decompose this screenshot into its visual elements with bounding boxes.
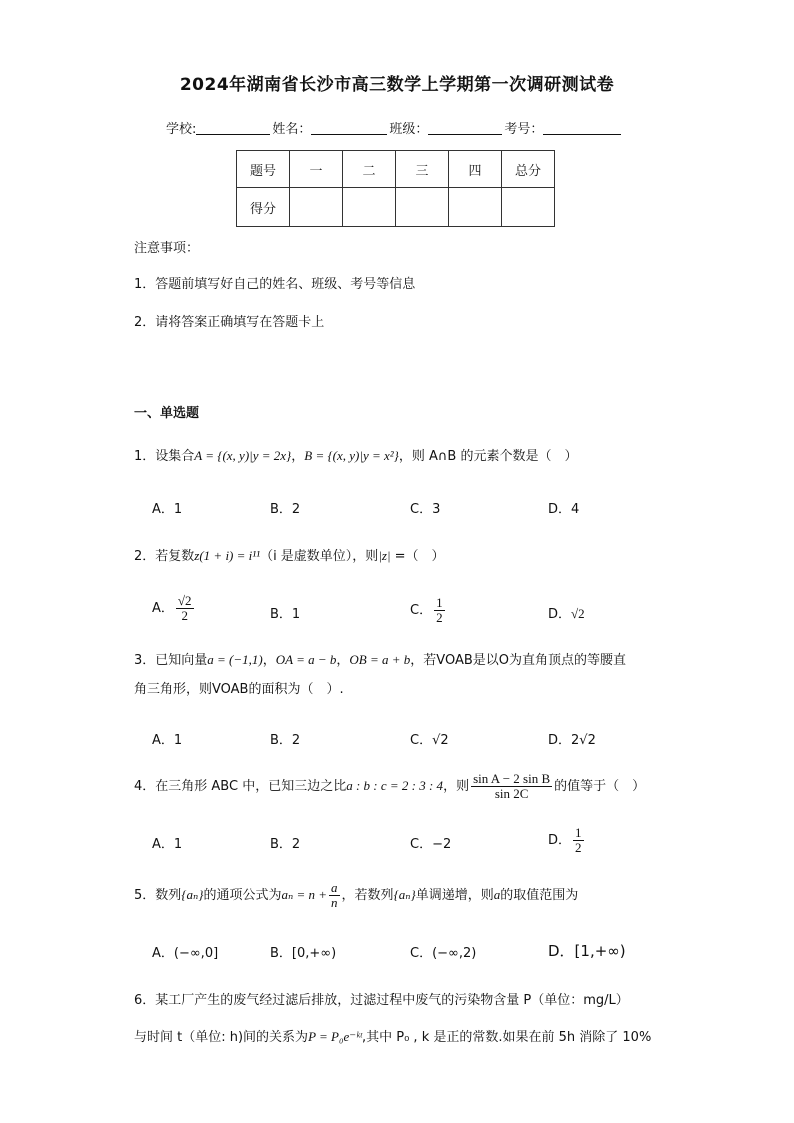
q5-seq-2: {aₙ} [393, 887, 416, 902]
q3-option-d[interactable]: D．2√2 [548, 733, 596, 748]
q3-prefix: 3．已知向量 [134, 653, 208, 668]
q2-option-c-label: C． [410, 603, 433, 618]
q5-option-c[interactable]: C．(−∞,2) [410, 946, 477, 961]
q3-vec-ob: OB = a + b [349, 652, 411, 667]
q1-sep: ， [291, 449, 305, 464]
q2-prefix: 2．若复数 [134, 549, 195, 564]
score-table-header-row [237, 151, 555, 188]
q6-line2-b: ,其中 P₀ , k 是正的常数.如果在前 5h 消除了 10% [361, 1030, 652, 1045]
q5-mid2: ，若数列 [341, 888, 394, 903]
q1-option-d[interactable]: D．4 [548, 502, 580, 517]
q1-set-b: B = {(x, y)|y = x²} [304, 448, 399, 463]
q4-option-d-num: 1 [575, 825, 582, 840]
q2-option-d-value: √2 [571, 606, 585, 621]
question-1 [134, 446, 577, 467]
q5-prefix: 5．数列 [134, 888, 182, 903]
q4-option-d-label: D． [548, 833, 572, 848]
q5-formula-den: n [331, 895, 338, 910]
q1-option-b[interactable]: B．2 [270, 502, 301, 517]
q2-option-c-den: 2 [436, 610, 443, 625]
q4-prefix: 4．在三角形 ABC 中，已知三边之比 [134, 779, 347, 794]
question-3-line-1: 3．已知向量a = (−1,1)，OA = a − b，OB = a + b，若VOAB是以O为直角顶点的等腰直 [134, 652, 626, 668]
q2-option-a-num: √2 [177, 593, 192, 608]
q2-option-a-den: 2 [181, 608, 188, 623]
q1-option-c[interactable]: C．3 [410, 502, 441, 517]
q3-suffix: ，若VOAB是以O为直角顶点的等腰直 [410, 653, 626, 668]
q4-frac-num: sin A − 2 sin B [473, 771, 551, 786]
q6-line2-a: 与时间 t（单位: h)间的关系为 [134, 1030, 309, 1045]
q2-option-d[interactable] [548, 603, 585, 622]
q4-option-d[interactable] [548, 826, 586, 855]
q1-prefix: 1．设集合 [134, 449, 195, 464]
section-title: 一、单选题 [134, 406, 200, 421]
name-label: 姓名： [272, 122, 312, 137]
q3-option-c[interactable]: C．√2 [410, 733, 449, 748]
question-5 [134, 881, 578, 910]
q3-option-a[interactable]: A．1 [152, 733, 183, 748]
score-cell[interactable] [449, 188, 502, 227]
q4-option-a[interactable]: A．1 [152, 837, 183, 852]
q5-mid1: 的通项公式为 [203, 888, 282, 903]
score-cell[interactable] [396, 188, 449, 227]
q2-option-a[interactable] [152, 594, 196, 623]
school-label: 学校: [166, 122, 197, 137]
page-title: 2024年湖南省长沙市高三数学上学期第一次调研测试卷 [179, 75, 615, 95]
score-table-score-row [237, 188, 555, 227]
q4-mid: ，则 [443, 779, 470, 794]
q4-suffix: 的值等于（ ） [554, 779, 646, 794]
q5-option-d[interactable]: D．[1,+∞) [548, 942, 626, 960]
score-cell[interactable] [290, 188, 343, 227]
score-header-cell: 四 [449, 151, 502, 188]
score-cell[interactable] [502, 188, 555, 227]
q2-abs: |z| [378, 548, 391, 563]
q4-ratio: a : b : c = 2 : 3 : 4 [346, 778, 444, 793]
q5-formula-left: aₙ = n + [281, 887, 328, 902]
q3-vec-a: a = (−1,1) [207, 652, 263, 667]
q5-option-b[interactable]: B．[0,+∞) [270, 946, 337, 961]
q6-formula: P = P₀e⁻ᵏᵗ [308, 1029, 362, 1044]
school-blank[interactable] [196, 120, 270, 135]
question-3-line-2: 角三角形，则VOAB的面积为（ ）. [134, 682, 344, 697]
q4-option-b[interactable]: B．2 [270, 837, 301, 852]
score-table [236, 150, 555, 227]
exam-no-label: 考号： [504, 122, 544, 137]
note-item: 2．请将答案正确填写在答题卡上 [134, 315, 325, 330]
notes-heading: 注意事项： [134, 241, 200, 256]
q2-suffix: =（ ） [390, 549, 445, 564]
q5-suffix: 单调递增，则 [415, 888, 494, 903]
q2-option-a-label: A． [152, 601, 174, 616]
q2-option-c[interactable] [410, 596, 447, 625]
q2-option-d-label: D． [548, 607, 572, 622]
q4-option-c[interactable]: C．−2 [410, 837, 452, 852]
q1-suffix: ，则 A∩B 的元素个数是（ ） [398, 449, 578, 464]
q2-mid: （i 是虚数单位），则 [260, 549, 379, 564]
q5-seq: {aₙ} [181, 887, 204, 902]
score-header-cell: 一 [290, 151, 343, 188]
question-6-line-1: 6．某工厂产生的废气经过滤后排放，过滤过程中废气的污染物含量 P（单位：mg/L） [134, 993, 629, 1008]
question-2 [134, 546, 445, 567]
name-blank[interactable] [311, 120, 387, 135]
student-info-line [166, 118, 623, 137]
q2-expr: z(1 + i) = i¹¹ [194, 548, 261, 563]
q2-option-b[interactable]: B．1 [270, 607, 301, 622]
exam-no-blank[interactable] [543, 120, 621, 135]
score-header-cell: 三 [396, 151, 449, 188]
q1-option-a[interactable]: A．1 [152, 502, 183, 517]
score-header-cell: 总分 [502, 151, 555, 188]
note-item: 1．答题前填写好自己的姓名、班级、考号等信息 [134, 277, 416, 292]
score-cell[interactable] [343, 188, 396, 227]
q5-formula-num: a [331, 880, 338, 895]
q3-vec-oa: OA = a − b [275, 652, 337, 667]
q5-var: a [493, 887, 501, 902]
q3-option-b[interactable]: B．2 [270, 733, 301, 748]
q4-option-d-den: 2 [575, 840, 582, 855]
score-header-cell: 题号 [237, 151, 290, 188]
q5-option-a[interactable]: A．(−∞,0] [152, 946, 219, 961]
q1-set-a: A = {(x, y)|y = 2x} [194, 448, 292, 463]
class-blank[interactable] [428, 120, 502, 135]
question-6-line-2 [134, 1027, 651, 1048]
question-4 [134, 772, 645, 801]
q5-suffix-2: 的取值范围为 [500, 888, 579, 903]
score-header-cell: 二 [343, 151, 396, 188]
q2-option-c-num: 1 [436, 595, 443, 610]
score-row-label: 得分 [237, 188, 290, 227]
class-label: 班级： [389, 122, 429, 137]
q4-frac-den: sin 2C [494, 786, 529, 801]
